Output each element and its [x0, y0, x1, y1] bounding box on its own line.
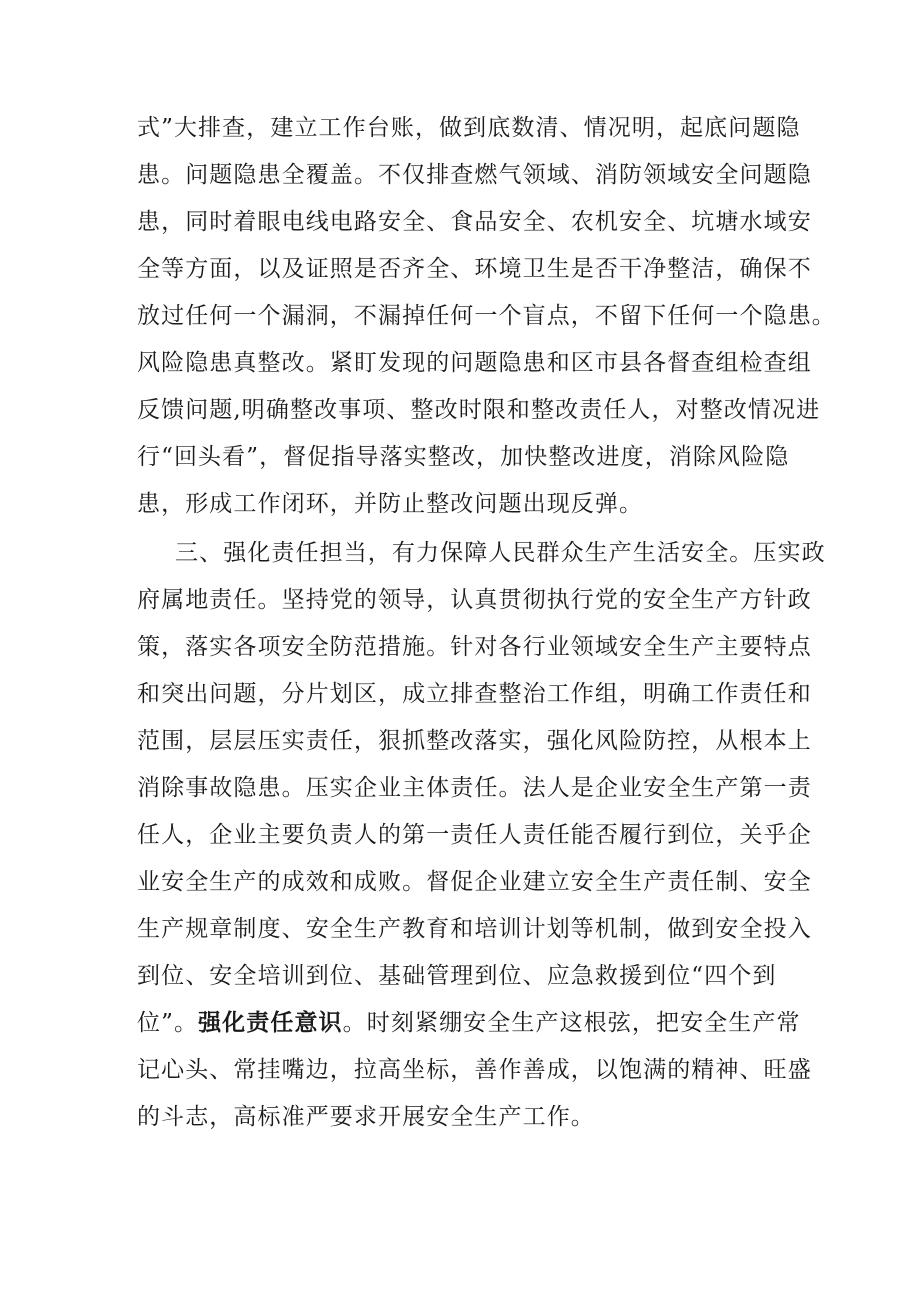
- text-line: 范围，层层压实责任，狠抓整改落实，强化风险防控，从根本上: [137, 728, 812, 754]
- text-line: 到位、安全培训到位、基础管理到位、应急救援到位“四个到: [137, 963, 777, 989]
- text-line: 行“回头看”，督促指导落实整改，加快整改进度，消除风险隐: [137, 444, 790, 470]
- text-line-with-emphasis: [137, 1008, 801, 1038]
- text-line: 府属地责任。坚持党的领导，认真贯彻执行党的安全生产方针政: [137, 587, 812, 613]
- text-line: 的斗志，高标准严要求开展安全生产工作。: [137, 1104, 595, 1130]
- text-line: 业安全生产的成效和成败。督促企业建立安全生产责任制、安全: [137, 869, 812, 895]
- text-line: 式”大排查，建立工作台账，做到底数清、情况明，起底问题隐: [137, 115, 801, 141]
- text-line: 患，同时着眼电线电路安全、食品安全、农机安全、坑塘水域安: [137, 209, 812, 235]
- text-line: 任人，企业主要负责人的第一责任人责任能否履行到位，关乎企: [137, 822, 812, 848]
- text-line: 生产规章制度、安全生产教育和培训计划等机制，做到安全投入: [137, 916, 812, 942]
- bold-heading-run: 强化责任意识: [198, 1009, 343, 1036]
- text-line-first-indented: 三、强化责任担当，有力保障人民群众生产生活安全。压实政: [175, 540, 826, 566]
- text-line: 策，落实各项安全防范措施。针对各行业领域安全生产主要特点: [137, 634, 812, 660]
- text-line: 患，形成工作闭环，并防止整改问题出现反弹。: [137, 491, 644, 517]
- text-line: 放过任何一个漏洞，不漏掉任何一个盲点，不留下任何一个隐患。: [137, 303, 836, 329]
- text-line: 风险隐患真整改。紧盯发现的问题隐患和区市县各督查组检查组: [137, 350, 812, 376]
- text-line: 记心头、常挂嘴边，拉高坐标，善作善成，以饱满的精神、旺盛: [137, 1057, 812, 1083]
- text-line: 患。问题隐患全覆盖。不仅排查燃气领域、消防领域安全问题隐: [137, 162, 812, 188]
- text-run: 。时刻紧绷安全生产这根弦，把安全生产常: [342, 1010, 801, 1036]
- text-run: 位”。: [137, 1010, 199, 1036]
- text-line: 和突出问题，分片划区，成立排查整治工作组，明确工作责任和: [137, 681, 812, 707]
- text-line: 消除事故隐患。压实企业主体责任。法人是企业安全生产第一责: [137, 775, 812, 801]
- text-line: 全等方面，以及证照是否齐全、环境卫生是否干净整洁，确保不: [137, 256, 812, 282]
- text-line: 反馈问题,明确整改事项、整改时限和整改责任人，对整改情况进: [137, 397, 821, 423]
